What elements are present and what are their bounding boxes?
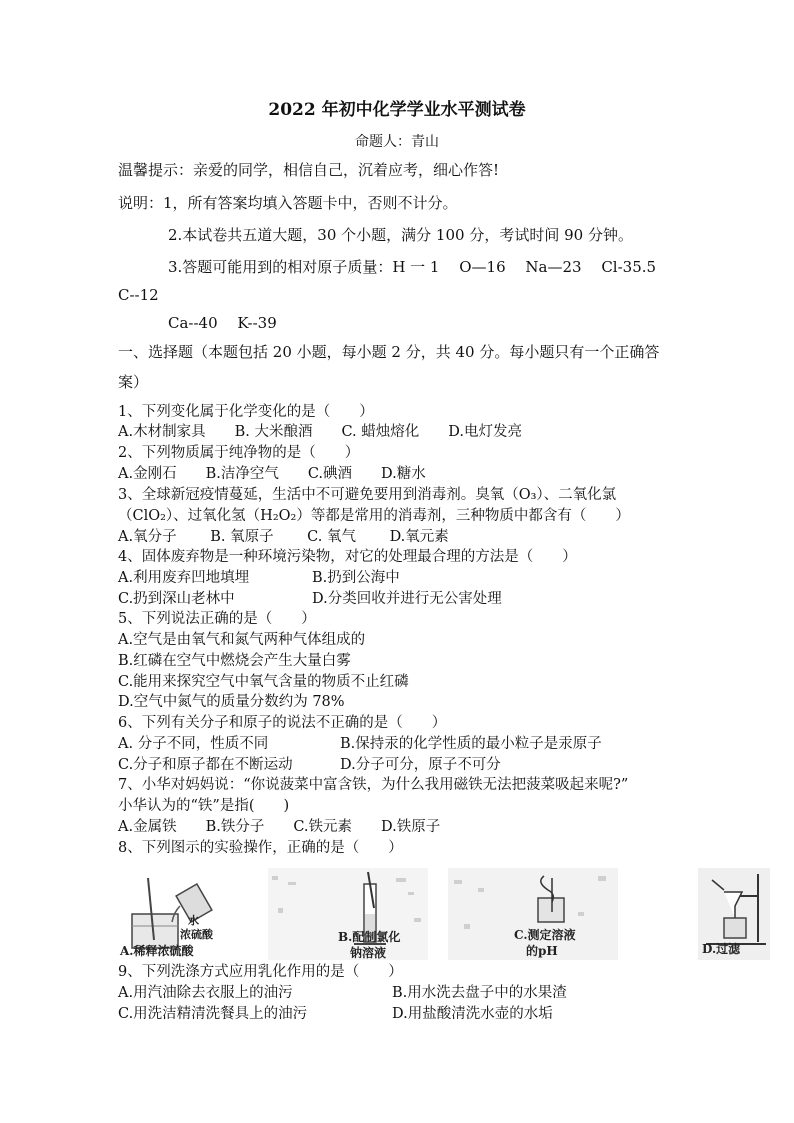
note-3-cont-2: Ca--40 K--39 — [168, 314, 277, 332]
section-heading-cont: 案） — [118, 373, 149, 391]
question-7-stem: 7、小华对妈妈说：“你说菠菜中富含铁，为什么我用磁铁无法把菠菜吸起来呢?” — [118, 777, 629, 793]
figure-c-caption: C.测定溶液 — [514, 928, 576, 942]
question-1-stem: 1、下列变化属于化学变化的是（ ） — [118, 404, 374, 420]
question-9-stem: 9、下列洗涤方式应用乳化作用的是（ ） — [118, 964, 403, 980]
question-8-stem: 8、下列图示的实验操作，正确的是（ ） — [118, 840, 403, 856]
page-title: 2022 年初中化学学业水平测试卷 — [268, 100, 526, 120]
question-6-stem: 6、下列有关分子和原子的说法不正确的是（ ） — [118, 715, 447, 731]
question-5-option-c: C.能用来探究空气中氧气含量的物质不止红磷 — [118, 674, 409, 690]
question-4-option-a: A.利用废弃凹地填埋 — [118, 570, 250, 586]
figure-a-water-label: 水 — [188, 914, 199, 927]
figure-b-solution — [268, 868, 428, 960]
figure-c-ph-test — [448, 868, 618, 960]
section-heading: 一、选择题（本题包括 20 小题，每小题 2 分，共 40 分。每小题只有一个正确答 — [118, 343, 660, 361]
question-4-option-c: C.扔到深山老林中 — [118, 591, 235, 607]
figure-b-caption-2: 钠溶液 — [350, 946, 387, 960]
question-4-stem: 4、固体废弃物是一种环境污染物，对它的处理最合理的方法是（ ） — [118, 549, 577, 565]
question-9-option-d: D.用盐酸清洗水壶的水垢 — [392, 1006, 553, 1022]
note-2: 2.本试卷共五道大题，30 个小题，满分 100 分，考试时间 90 分钟。 — [168, 226, 633, 244]
note-3-cont: C--12 — [118, 286, 159, 304]
figure-a-caption: A.稀释浓硫酸 — [120, 944, 194, 958]
question-5-option-a: A.空气是由氧气和氮气两种气体组成的 — [118, 632, 366, 648]
figure-b-caption: B.配制氯化 — [338, 930, 401, 944]
question-5-option-b: B.红磷在空气中燃烧会产生大量白雾 — [118, 653, 351, 669]
question-8-figures — [118, 868, 770, 960]
question-9-option-c: C.用洗洁精清洗餐具上的油污 — [118, 1006, 308, 1022]
graduated-cylinder-icon — [268, 868, 428, 960]
question-3-stem: 3、全球新冠疫情蔓延，生活中不可避免要用到消毒剂。臭氧（O₃）、二氧化氯 — [118, 487, 617, 503]
figure-d-caption: D.过滤 — [702, 942, 741, 956]
question-5-option-d: D.空气中氮气的质量分数约为 78% — [118, 694, 345, 710]
figure-a-dilution — [118, 868, 248, 960]
author-line: 命题人：青山 — [355, 134, 439, 150]
question-9-option-a: A.用汽油除去衣服上的油污 — [118, 985, 293, 1001]
question-2-stem: 2、下列物质属于纯净物的是（ ） — [118, 445, 360, 461]
question-1-options: A.木材制家具 B. 大米酿酒 C. 蜡烛熔化 D.电灯发亮 — [118, 424, 522, 440]
question-4-option-b: B.扔到公海中 — [312, 570, 400, 586]
figure-d-filtration — [698, 868, 770, 960]
question-7-options: A.金属铁 B.铁分子 C.铁元素 D.铁原子 — [118, 819, 441, 835]
question-7-stem-cont: 小华认为的“铁”是指( ) — [118, 798, 290, 814]
question-9-option-b: B.用水洗去盘子中的水果渣 — [392, 985, 567, 1001]
question-6-option-a: A. 分子不同，性质不同 — [118, 736, 269, 752]
note-3: 3.答题可能用到的相对原子质量：H 一 1 O—16 Na—23 Cl-35.5 — [168, 258, 657, 276]
note-1: 说明：1，所有答案均填入答题卡中，否则不计分。 — [118, 194, 458, 212]
question-6-option-b: B.保持汞的化学性质的最小粒子是汞原子 — [340, 736, 602, 752]
tip-text: 温馨提示：亲爱的同学，相信自己，沉着应考，细心作答! — [118, 161, 500, 179]
question-2-options: A.金刚石 B.洁净空气 C.碘酒 D.糖水 — [118, 466, 426, 482]
figure-c-caption-2: 的pH — [526, 944, 558, 958]
question-4-option-d: D.分类回收并进行无公害处理 — [312, 591, 502, 607]
question-6-option-d: D.分子可分，原子不可分 — [340, 757, 501, 773]
question-3-options: A.氧分子 B. 氧原子 C. 氧气 D.氧元素 — [118, 529, 449, 545]
question-6-option-c: C.分子和原子都在不断运动 — [118, 757, 293, 773]
question-5-stem: 5、下列说法正确的是（ ） — [118, 611, 316, 627]
question-3-stem-cont: （ClO₂）、过氧化氢（H₂O₂）等都是常用的消毒剂，三种物质中都含有（ ） — [118, 508, 630, 524]
figure-a-acid-label: 浓硫酸 — [180, 928, 213, 941]
